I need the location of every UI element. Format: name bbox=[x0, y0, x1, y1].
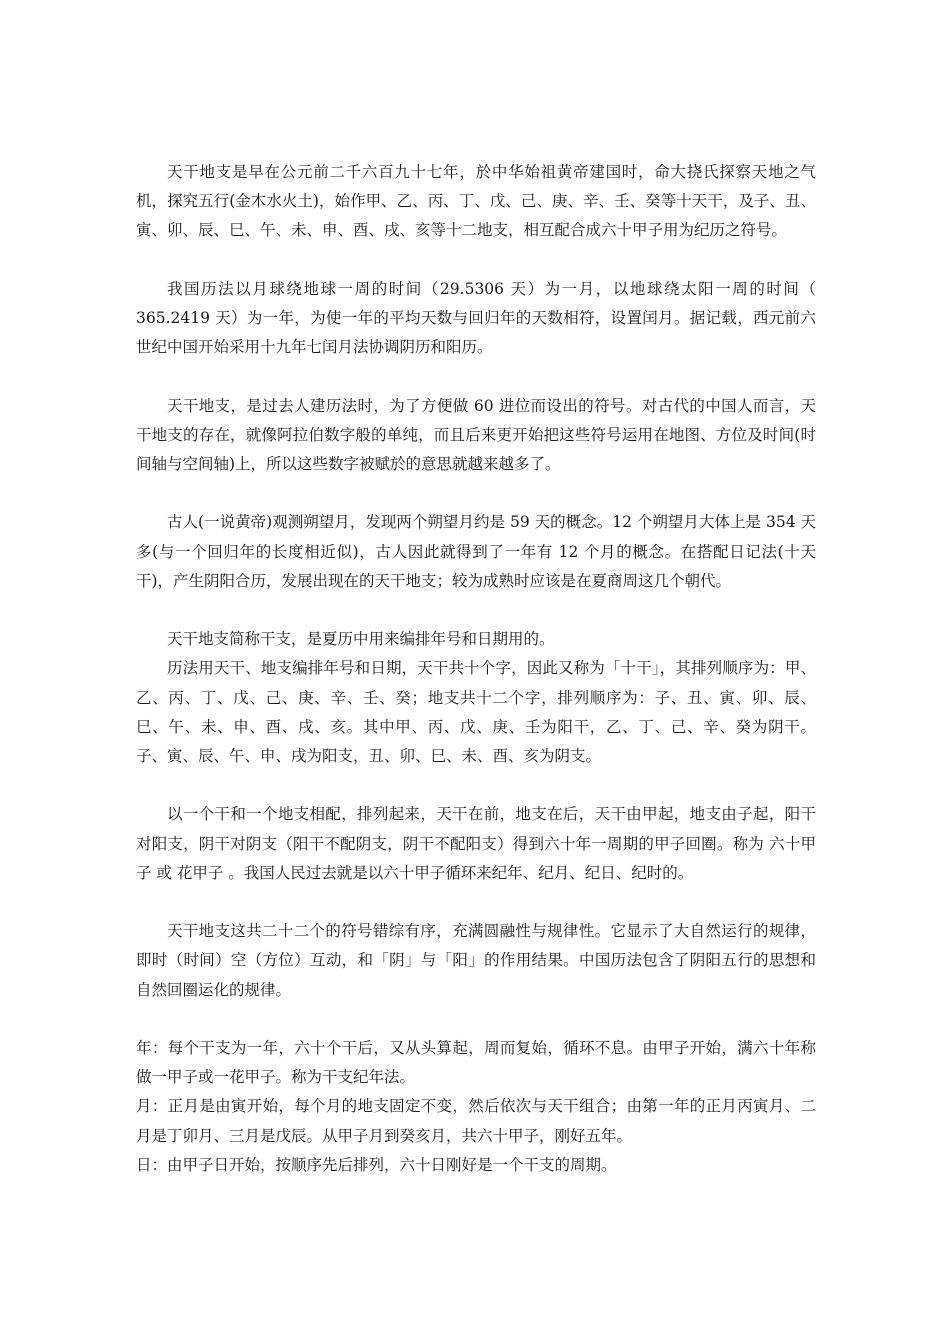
paragraph-ganzhi-short: 天干地支简称干支，是夏历中用来编排年号和日期用的。 bbox=[167, 630, 555, 649]
paragraph-lunar-observation: 古人(一说黄帝)观测朔望月，发现两个朔望月约是 59 天的概念。12 个朔望月大体上是 354 天多(与一个回归年的长度相近似)，古人因此就得到了一年有 12 个月的概念。在搭配日记法(十天干)，产生阴阳合历，发展出现在的天干地支；较为成熟时应该是在夏商周这几个朝代。 bbox=[136, 513, 816, 590]
paragraph-harmony: 天干地支这共二十二个的符号错综有序，充满圆融性与规律性。它显示了大自然运行的规律，即时（时间）空（方位）互动，和「阴」与「阳」的作用结果。中国历法包含了阴阳五行的思想和自然回圈运化的规律。 bbox=[136, 922, 816, 999]
definition-year: 年：每个干支为一年，六十个干后，又从头算起，周而复始，循环不息。由甲子开始，满六十年称做一甲子或一花甲子。称为干支纪年法。 bbox=[136, 1038, 816, 1087]
paragraph-sixty-jiazi: 以一个干和一个地支相配，排列起来，天干在前，地支在后，天干由甲起，地支由子起，阳干对阳支，阴干对阴支（阳干不配阴支，阴干不配阳支）得到六十年一周期的甲子回圈。称为 六十甲子 或 花甲子 。我国人民过去就是以六十甲子循环来纪年、纪月、纪日、纪时的。 bbox=[136, 805, 816, 882]
paragraph-sexagesimal-symbols: 天干地支，是过去人建历法时，为了方便做 60 进位而设出的符号。对古代的中国人而言，天干地支的存在，就像阿拉伯数字般的单纯，而且后来更开始把这些符号运用在地图、方位及时间(时间轴与空间轴)上，所以这些数字被赋於的意思就越来越多了。 bbox=[136, 396, 816, 473]
paragraph-calendar-method: 我国历法以月球绕地球一周的时间（29.5306 天）为一月，以地球绕太阳一周的时间（ 365.2419 天）为一年，为使一年的平均天数与回归年的天数相符，设置闰月。据记载，西元前六世纪中国开始采用十九年七闰月法协调阴历和阳历。 bbox=[136, 279, 816, 357]
paragraph-group-ganzhi bbox=[136, 625, 816, 771]
paragraph-origin: 天干地支是早在公元前二千六百九十七年，於中华始祖黄帝建国时，命大挠氏探察天地之气机，探究五行(金木水火土)，始作甲、乙、丙、丁、戊、己、庚、辛、壬、癸等十天干，及子、丑、寅、卯、辰、巳、午、未、申、酉、戌、亥等十二地支，相互配合成六十甲子用为纪历之符号。 bbox=[136, 163, 816, 240]
definition-list bbox=[136, 1034, 816, 1180]
paragraph-ganzhi-order: 历法用天干、地支编排年号和日期，天干共十个字，因此又称为「十干」，其排列顺序为：甲、乙、丙、丁、戊、己、庚、辛、壬、癸；地支共十二个字，排列顺序为：子、丑、寅、卯、辰、巳、午、未、申、酉、戌、亥。其中甲、丙、戊、庚、壬为阳干，乙、丁、己、辛、癸为阴干。子、寅、辰、午、申、戌为阳支，丑、卯、巳、未、酉、亥为阴支。 bbox=[136, 659, 816, 765]
definition-day: 日：由甲子日开始，按顺序先后排列，六十日刚好是一个干支的周期。 bbox=[136, 1155, 617, 1174]
definition-month: 月：正月是由寅开始，每个月的地支固定不变，然后依次与天干组合；由第一年的正月丙寅月、二月是丁卯月、三月是戊辰。从甲子月到癸亥月，共六十甲子，刚好五年。 bbox=[136, 1097, 816, 1145]
document-page bbox=[136, 158, 816, 1180]
